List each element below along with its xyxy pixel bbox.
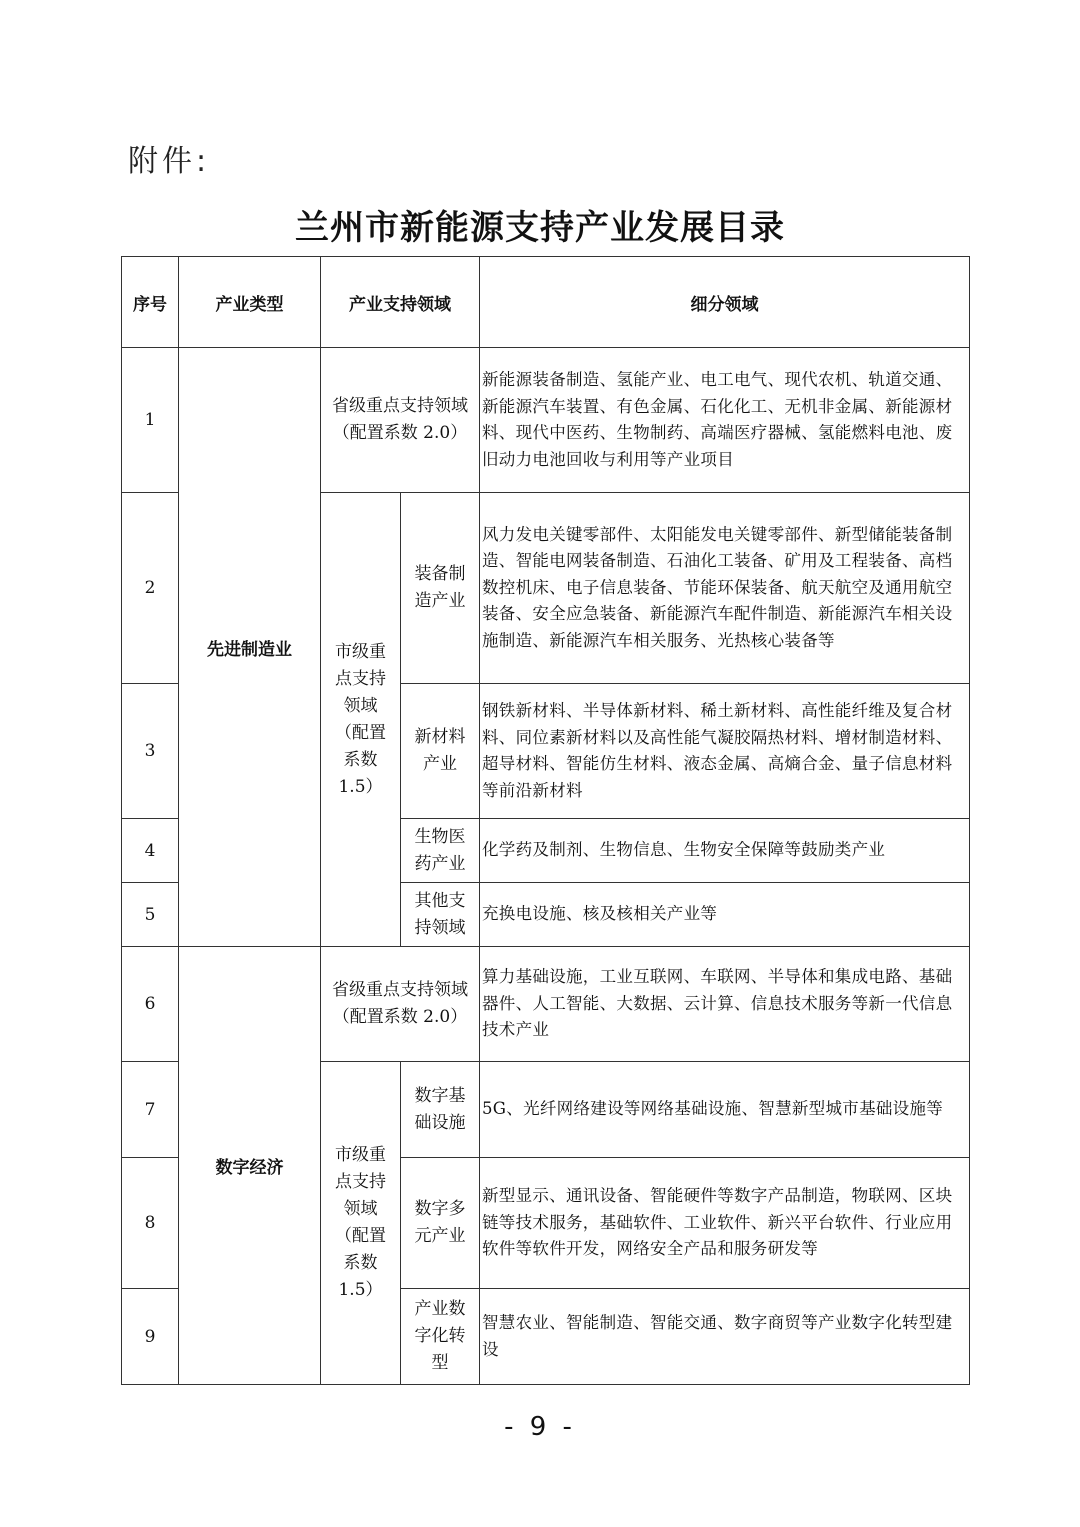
detail-cell: 新型显示、通讯设备、智能硬件等数字产品制造，物联网、区块链等技术服务，基础软件、工业软件、新兴平台软件、行业应用软件等软件开发，网络安全产品和服务研发等	[480, 1158, 970, 1289]
sub-field-cell: 生物医药产业	[401, 819, 480, 883]
header-seq: 序号	[122, 257, 179, 348]
detail-cell: 化学药及制剂、生物信息、生物安全保障等鼓励类产业	[480, 819, 970, 883]
table-header-row	[122, 257, 970, 348]
sub-field-cell: 产业数字化转型	[401, 1289, 480, 1385]
detail-cell: 新能源装备制造、氢能产业、电工电气、现代农机、轨道交通、新能源汽车装置、有色金属、石化化工、无机非金属、新能源材料、现代中医药、生物制药、高端医疗器械、氢能燃料电池、废旧动力电池回收与利用等产业项目	[480, 348, 970, 493]
detail-cell: 5G、光纤网络建设等网络基础设施、智慧新型城市基础设施等	[480, 1062, 970, 1158]
industry-type-cell: 数字经济	[179, 947, 321, 1385]
scope-cell: 市级重点支持领域（配置系数 1.5）	[321, 1062, 401, 1385]
row-seq: 4	[122, 819, 179, 883]
row-seq: 6	[122, 947, 179, 1062]
detail-cell: 风力发电关键零部件、太阳能发电关键零部件、新型储能装备制造、智能电网装备制造、石油化工装备、矿用及工程装备、高档数控机床、电子信息装备、节能环保装备、航天航空及通用航空装备、安全应急装备、新能源汽车配件制造、新能源汽车相关设施制造、新能源汽车相关服务、光热核心装备等	[480, 493, 970, 684]
document-title: 兰州市新能源支持产业发展目录	[295, 208, 785, 248]
row-seq: 1	[122, 348, 179, 493]
detail-cell: 算力基础设施，工业互联网、车联网、半导体和集成电路、基础器件、人工智能、大数据、云计算、信息技术服务等新一代信息技术产业	[480, 947, 970, 1062]
detail-cell: 充换电设施、核及核相关产业等	[480, 883, 970, 947]
table-row	[122, 947, 970, 1062]
scope-cell: 省级重点支持领域（配置系数 2.0）	[321, 947, 480, 1062]
detail-cell: 智慧农业、智能制造、智能交通、数字商贸等产业数字化转型建设	[480, 1289, 970, 1385]
row-seq: 3	[122, 684, 179, 819]
scope-cell: 省级重点支持领域（配置系数 2.0）	[321, 348, 480, 493]
header-scope: 产业支持领域	[321, 257, 480, 348]
row-seq: 9	[122, 1289, 179, 1385]
header-type: 产业类型	[179, 257, 321, 348]
row-seq: 5	[122, 883, 179, 947]
sub-field-cell: 其他支持领域	[401, 883, 480, 947]
industry-type-cell: 先进制造业	[179, 348, 321, 947]
sub-field-cell: 数字基础设施	[401, 1062, 480, 1158]
table-row	[122, 348, 970, 493]
attachment-label: 附件:	[128, 144, 211, 179]
scope-cell: 市级重点支持领域（配置系数 1.5）	[321, 493, 401, 947]
row-seq: 8	[122, 1158, 179, 1289]
header-detail: 细分领域	[480, 257, 970, 348]
row-seq: 2	[122, 493, 179, 684]
sub-field-cell: 新材料产业	[401, 684, 480, 819]
sub-field-cell: 数字多元产业	[401, 1158, 480, 1289]
page-number: - 9 -	[504, 1412, 576, 1442]
sub-field-cell: 装备制造产业	[401, 493, 480, 684]
industry-catalog-table	[121, 256, 970, 1385]
row-seq: 7	[122, 1062, 179, 1158]
detail-cell: 钢铁新材料、半导体新材料、稀土新材料、高性能纤维及复合材料、同位素新材料以及高性能气凝胶隔热材料、增材制造材料、超导材料、智能仿生材料、液态金属、高熵合金、量子信息材料等前沿新材料	[480, 684, 970, 819]
